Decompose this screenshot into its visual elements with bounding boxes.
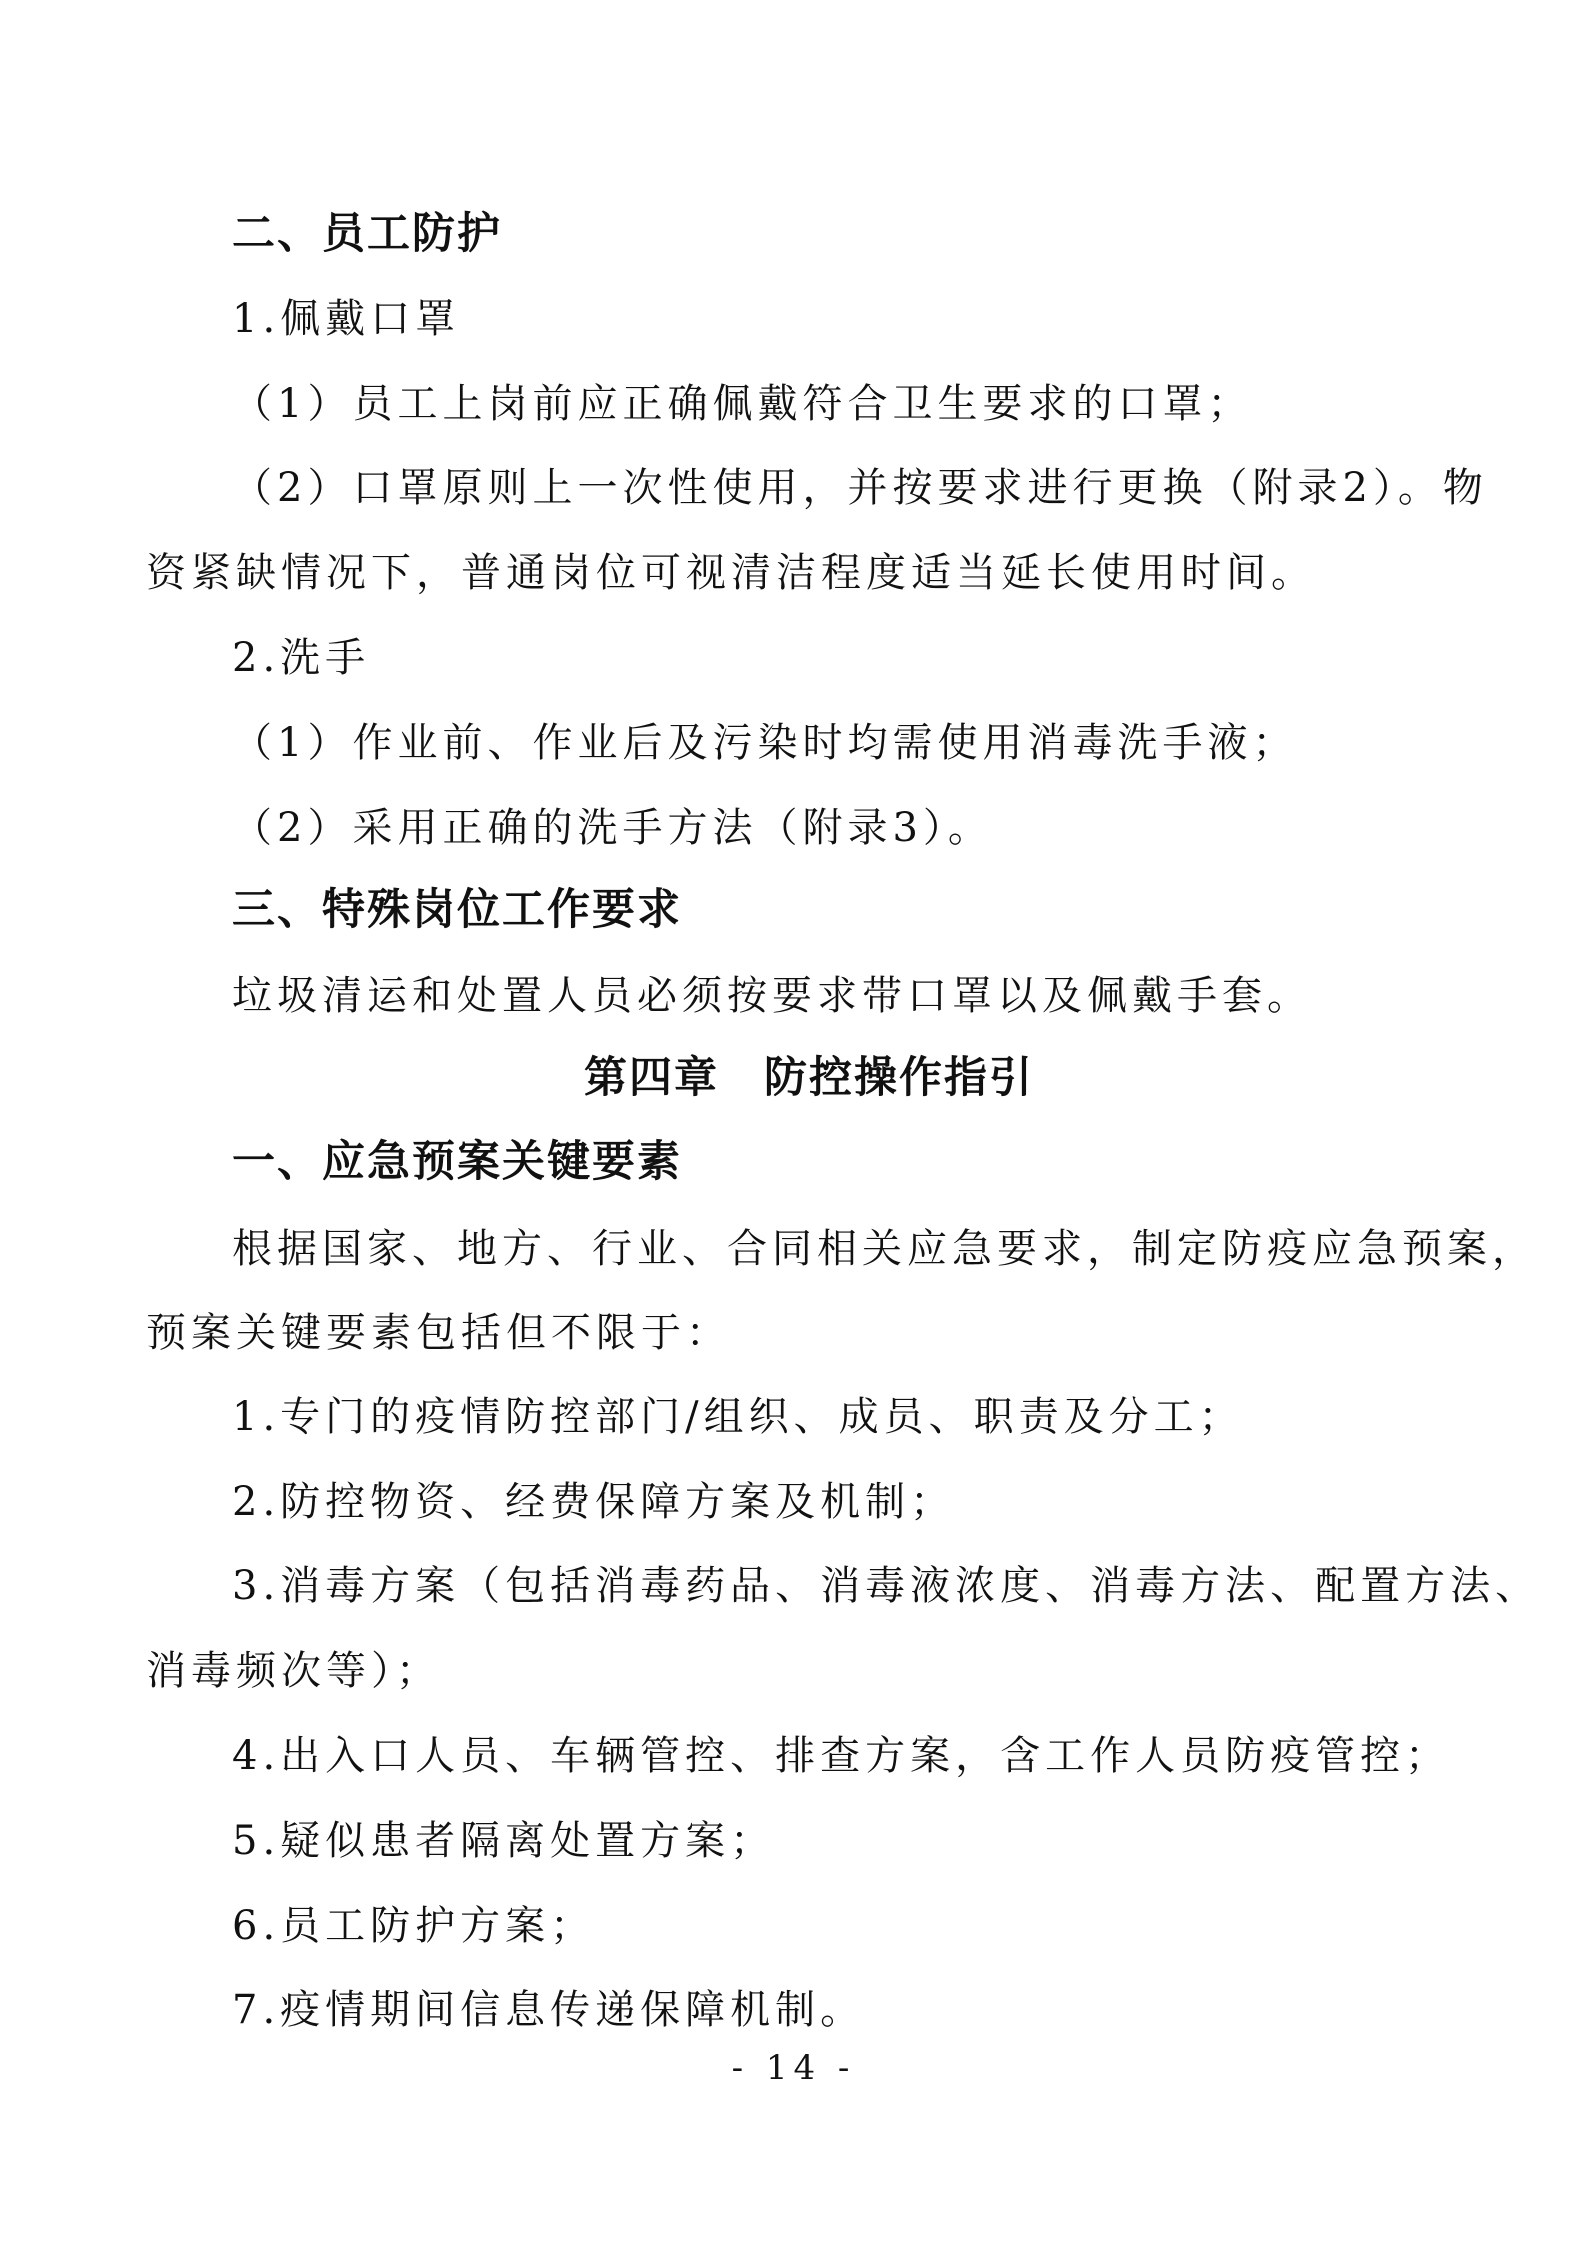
list-item-7: 7.疫情期间信息传递保障机制。 xyxy=(232,1987,866,2033)
paragraph-emergency-plan: 根据国家、地方、行业、合同相关应急要求，制定防疫应急预案， xyxy=(232,1226,1537,1272)
paragraph-mask-1: （1）员工上岗前应正确佩戴符合卫生要求的口罩； xyxy=(232,381,1253,427)
subheading-wash-hands: 2.洗手 xyxy=(232,635,371,681)
paragraph-hands-1: （1）作业前、作业后及污染时均需使用消毒洗手液； xyxy=(232,720,1298,766)
paragraph-hands-2: （2）采用正确的洗手方法（附录3）。 xyxy=(232,805,993,851)
section-heading-employee-protection: 二、员工防护 xyxy=(232,209,502,259)
list-item-4: 4.出入口人员、车辆管控、排查方案，含工作人员防疫管控； xyxy=(232,1733,1451,1779)
subheading-wear-mask: 1.佩戴口罩 xyxy=(232,296,461,342)
paragraph-special-posts: 垃圾清运和处置人员必须按要求带口罩以及佩戴手套。 xyxy=(232,973,1312,1019)
paragraph-emergency-plan-cont: 预案关键要素包括但不限于： xyxy=(146,1310,731,1356)
section-heading-special-posts: 三、特殊岗位工作要求 xyxy=(232,885,682,935)
page-number: - 14 - xyxy=(731,2048,856,2088)
list-item-3: 3.消毒方案（包括消毒药品、消毒液浓度、消毒方法、配置方法、 xyxy=(232,1563,1541,1609)
paragraph-mask-2: （2）口罩原则上一次性使用，并按要求进行更换（附录2）。物 xyxy=(232,465,1488,511)
paragraph-mask-2-cont: 资紧缺情况下，普通岗位可视清洁程度适当延长使用时间。 xyxy=(146,550,1316,596)
list-item-1: 1.专门的疫情防控部门/组织、成员、职责及分工； xyxy=(232,1394,1244,1440)
list-item-6: 6.员工防护方案； xyxy=(232,1903,596,1949)
section-heading-emergency-plan: 一、应急预案关键要素 xyxy=(232,1137,682,1187)
list-item-5: 5.疑似患者隔离处置方案； xyxy=(232,1818,776,1864)
list-item-3-cont: 消毒频次等）； xyxy=(146,1648,441,1694)
chapter-title: 第四章 防控操作指引 xyxy=(584,1053,1034,1103)
list-item-2: 2.防控物资、经费保障方案及机制； xyxy=(232,1479,956,1525)
